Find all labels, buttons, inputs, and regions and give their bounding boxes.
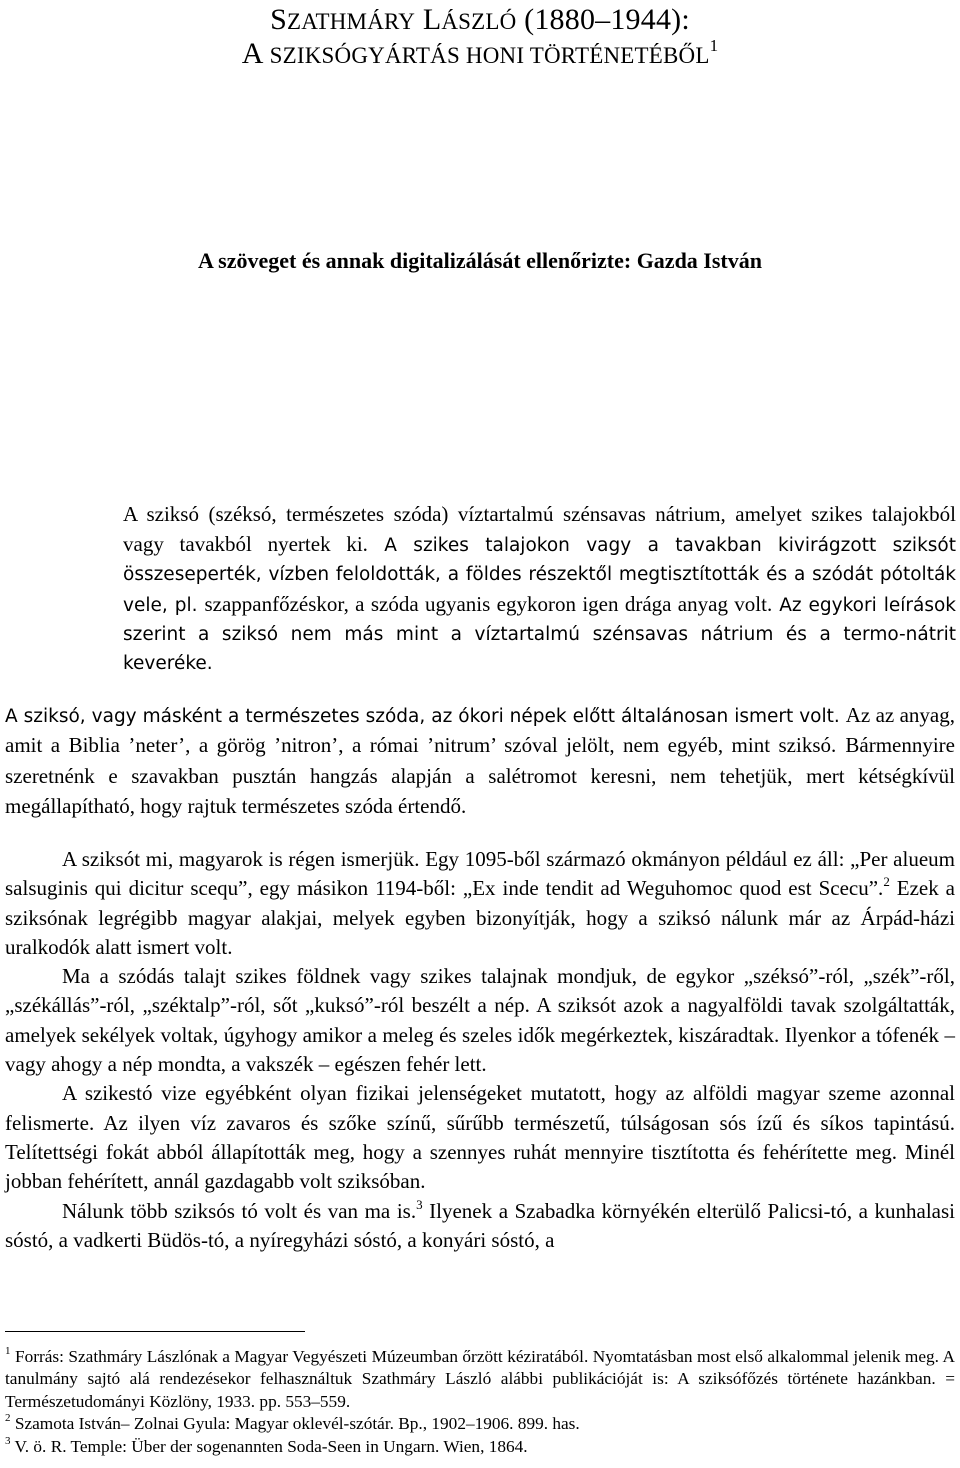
main-text <box>5 845 955 1255</box>
paragraph: A szikestó vize egyébként olyan fizikai jelenségeket mutatott, hogy az alföldi magyar szeme azonnal felismerte. Az ilyen víz zavaros és szőke színű, sűrűbb természetű, túlságosan sós ízű és síkos tapintású. Telítettségi fokát abból állapították meg, hogy a szennyes ruhát mennyire tisztította és fehérítette meg. Minél jobban fehérített, annál gazdagabb volt sziksóban. <box>5 1081 955 1194</box>
paragraph: A sziksót mi, magyarok is régen ismerjük. Egy 1095-ből származó okmányon például ez áll: „Per alueum salsuginis qui dicitur scequ”, egy másikon 1194-ből: „Ex inde tendit ad Weguhomoc quod est Scecu”.$^2$ Ezek a sziksónak legrégibb magyar alakjai, melyek egyben bizonyítják, hogy a sziksó nálunk már az Árpád-házi uralkodók alatt ismert volt. <box>5 847 956 959</box>
paragraph: Nálunk több sziksós tó volt és van ma is.$^3$ Ilyenek a Szabadka környékén elterülő Palicsi-tó, a kunhalasi sóstó, a vadkerti Büdös-tó, a nyíregyházi sóstó, a konyári sóstó, a <box>5 1196 956 1252</box>
abstract-paragraph: A sziksó (széksó, természetes szóda) víztartalmú szénsavas nátrium, amelyet szikes talajokból vagy tavakból nyertek ki. A szikes talajokon vagy a tavakban kivirágzott sziksót összeseperték, vízben feloldották, a földes részektől megtisztították és a szódát pótolták vele, pl. szappanfőzéskor, a szóda ugyanis egykoron igen drága anyag volt. Az egykori leírások szerint a sziksó nem más mint a víztartalmú szénsavas nátrium és a termo-nátrit keveréke. <box>123 502 956 675</box>
page-subtitle: A szöveget és annak digitalizálását ellenőrizte: Gazda István <box>197 248 762 273</box>
footnotes <box>5 1346 955 1458</box>
footnote-1: $^1$ Forrás: Szathmáry Lászlónak a Magyar Vegyészeti Múzeumban őrzött kéziratából. Nyomtatásban most első alkalommal jelenik meg. A tanulmány sajtó alá rendezésekor felhasználtuk Szathmáry László alábbi publikációját is: A sziksófőzés története hazánkban. = Természetudományi Közlöny, 1933. pp. 553–559. <box>5 1345 955 1411</box>
paragraph: Ma a szódás talajt szikes földnek vagy szikes talajnak mondjuk, de egykor „széksó”-ról, „szék”-ről, „székállás”-ról, „széktalp”-ról, sőt „kuksó”-ról beszélt a nép. A sziksót azok a nagyalföldi tavak szolgáltatták, amelyek sekélyek voltak, úgyhogy amikor a meleg és szeles idők megérkeztek, kiszáradtak. Ilyenkor a tófenék – vagy ahogy a nép mondta, a vakszék – egészen fehér lett. <box>5 964 955 1077</box>
footnote-2: $^2$ Szamota István– Zolnai Gyula: Magyar oklevél-szótár. Bp., 1902–1906. 899. has. <box>5 1412 580 1434</box>
footnote-3: $^3$ V. ö. R. Temple: Über der sogenannten Soda-Seen in Ungarn. Wien, 1864. <box>5 1434 528 1456</box>
intro-paragraph: A sziksó, vagy másként a természetes szóda, az ókori népek előtt általánosan ismert volt. Az az anyag, amit a Biblia ’neter’, a görög ’nitron’, a római ’nitrum’ szóval jelölt, nem egyéb, mint sziksó. Bármennyire szeretnénk e szavakban pusztán hangzás alapján a salétromot keresni, nem tehetjük, mert kétségkívül megállapítható, hogy rajtuk természetes szóda értendő. <box>5 703 955 819</box>
footnote-ref-1[interactable]: 1 <box>709 36 719 55</box>
footnote-ref-2[interactable]: 2 <box>883 874 890 890</box>
footnote-ref-3[interactable]: 3 <box>416 1196 423 1212</box>
abstract <box>123 500 956 678</box>
title-line-1: SZATHMÁRY LÁSZLÓ (1880–1944): <box>270 3 690 36</box>
title-line-2: A SZIKSÓGYÁRTÁS HONI TÖRTÉNETÉBŐL$^1$ <box>241 36 719 70</box>
footnote-divider <box>5 1331 305 1332</box>
